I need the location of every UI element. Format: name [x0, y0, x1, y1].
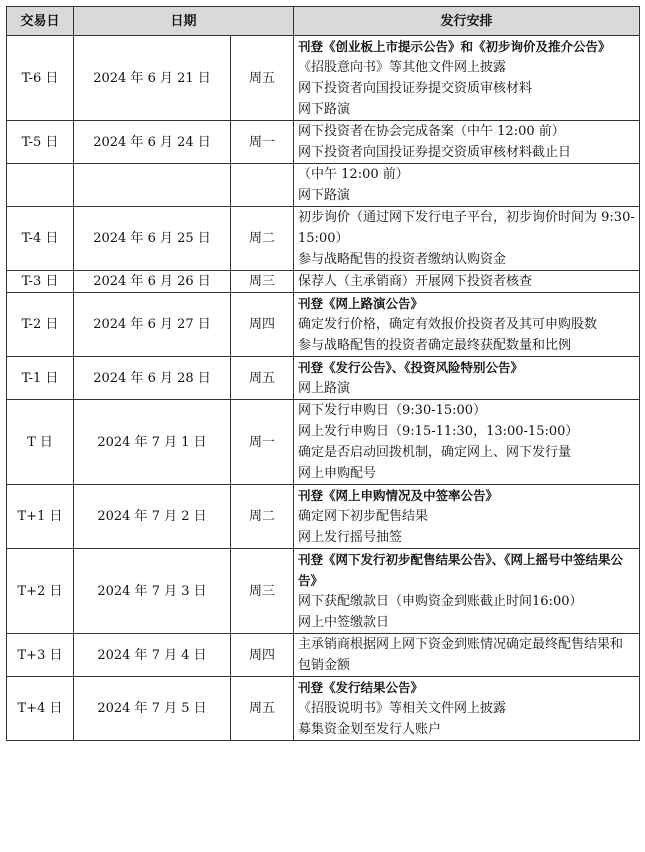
- arrangement-line: 网上路演: [298, 381, 351, 396]
- table-row: [7, 400, 640, 485]
- arrangement-line: 确定是否启动回拨机制，确定网上、网下发行量: [298, 445, 572, 460]
- arrangement-cell: [294, 164, 640, 207]
- announcement-line: 刊登《发行公告》、《投资风险特别公告》: [298, 360, 524, 375]
- trading-day-cell: T-2 日: [7, 293, 74, 357]
- header-row: [7, 7, 640, 36]
- table-body: [7, 36, 640, 741]
- date-cell: 2024 年 6 月 21 日: [74, 36, 231, 121]
- table-row: [7, 271, 640, 293]
- table-row: [7, 36, 640, 121]
- trading-day-cell: T+2 日: [7, 549, 74, 634]
- weekday-cell: 周四: [231, 634, 294, 677]
- weekday-cell: 周四: [231, 293, 294, 357]
- trading-day-cell: T-5 日: [7, 121, 74, 164]
- trading-day-cell: T-3 日: [7, 271, 74, 293]
- arrangement-line: 网上中签缴款日: [298, 615, 390, 630]
- trading-day-cell: T+3 日: [7, 634, 74, 677]
- table-row: [7, 485, 640, 549]
- trading-day-cell: T-6 日: [7, 36, 74, 121]
- arrangement-line: 网下投资者在协会完成备案（中午 12:00 前）: [298, 124, 565, 139]
- trading-day-cell: T 日: [7, 400, 74, 485]
- arrangement-line: 保荐人（主承销商）开展网下投资者核查: [298, 274, 533, 289]
- weekday-cell: 周二: [231, 485, 294, 549]
- arrangement-cell: [294, 357, 640, 400]
- date-cell: 2024 年 6 月 27 日: [74, 293, 231, 357]
- date-cell: [74, 164, 231, 207]
- weekday-cell: 周三: [231, 549, 294, 634]
- trading-day-cell: T+1 日: [7, 485, 74, 549]
- weekday-cell: 周五: [231, 677, 294, 741]
- arrangement-cell: [294, 36, 640, 121]
- weekday-cell: 周五: [231, 357, 294, 400]
- date-cell: 2024 年 7 月 2 日: [74, 485, 231, 549]
- header-arrangement: 发行安排: [294, 7, 640, 36]
- table-row: [7, 549, 640, 634]
- date-cell: 2024 年 7 月 5 日: [74, 677, 231, 741]
- trading-day-cell: T-1 日: [7, 357, 74, 400]
- arrangement-line: 主承销商根据网上网下资金到账情况确定最终配售结果和包销金额: [298, 637, 624, 673]
- arrangement-cell: [294, 634, 640, 677]
- announcement-line: 刊登《网上申购情况及中签率公告》: [298, 488, 499, 503]
- weekday-cell: 周三: [231, 271, 294, 293]
- arrangement-line: 《招股意向书》等其他文件网上披露: [298, 60, 507, 75]
- weekday-cell: 周一: [231, 400, 294, 485]
- date-cell: 2024 年 7 月 4 日: [74, 634, 231, 677]
- table-row: [7, 634, 640, 677]
- date-cell: 2024 年 7 月 3 日: [74, 549, 231, 634]
- arrangement-line: （中午 12:00 前）: [298, 167, 409, 182]
- table-row: [7, 357, 640, 400]
- announcement-line: 刊登《网上路演公告》: [298, 296, 424, 311]
- arrangement-cell: [294, 207, 640, 271]
- weekday-cell: 周五: [231, 36, 294, 121]
- announcement-line: 刊登《网下发行初步配售结果公告》、《网上摇号中签结果公告》: [298, 552, 624, 588]
- arrangement-line: 《招股说明书》等相关文件网上披露: [298, 701, 507, 716]
- arrangement-cell: [294, 271, 640, 293]
- trading-day-cell: T-4 日: [7, 207, 74, 271]
- issuance-schedule-table: [6, 6, 640, 741]
- date-cell: 2024 年 6 月 24 日: [74, 121, 231, 164]
- trading-day-cell: T+4 日: [7, 677, 74, 741]
- arrangement-cell: [294, 121, 640, 164]
- trading-day-cell: [7, 164, 74, 207]
- table-row: [7, 164, 640, 207]
- arrangement-cell: [294, 400, 640, 485]
- arrangement-line: 网下投资者向国投证券提交资质审核材料: [298, 81, 533, 96]
- arrangement-line: 网上申购配号: [298, 466, 377, 481]
- arrangement-line: 网下发行申购日（9:30-15:00）: [298, 403, 487, 418]
- date-cell: 2024 年 6 月 25 日: [74, 207, 231, 271]
- table-row: [7, 121, 640, 164]
- announcement-line: 刊登《创业板上市提示公告》和《初步询价及推介公告》: [298, 39, 611, 54]
- table-row: [7, 293, 640, 357]
- arrangement-line: 网下投资者向国投证券提交资质审核材料截止日: [298, 145, 572, 160]
- table-row: [7, 677, 640, 741]
- arrangement-line: 网下路演: [298, 188, 351, 203]
- arrangement-line: 网下获配缴款日（申购资金到账截止时间16:00）: [298, 594, 583, 609]
- arrangement-line: 募集资金划至发行人账户: [298, 722, 442, 737]
- arrangement-line: 参与战略配售的投资者缴纳认购资金: [298, 252, 507, 267]
- date-cell: 2024 年 6 月 26 日: [74, 271, 231, 293]
- arrangement-line: 参与战略配售的投资者确定最终获配数量和比例: [298, 338, 572, 353]
- arrangement-cell: [294, 677, 640, 741]
- arrangement-cell: [294, 293, 640, 357]
- table-header: [7, 7, 640, 36]
- weekday-cell: [231, 164, 294, 207]
- arrangement-cell: [294, 549, 640, 634]
- arrangement-line: 网上发行申购日（9:15-11:30，13:00-15:00）: [298, 424, 579, 439]
- announcement-line: 刊登《发行结果公告》: [298, 680, 424, 695]
- arrangement-cell: [294, 485, 640, 549]
- date-cell: 2024 年 6 月 28 日: [74, 357, 231, 400]
- header-date: 日期: [74, 7, 294, 36]
- header-trading-day: 交易日: [7, 7, 74, 36]
- arrangement-line: 网上发行摇号抽签: [298, 530, 403, 545]
- arrangement-line: 初步询价（通过网下发行电子平台，初步询价时间为 9:30-15:00）: [298, 210, 635, 246]
- arrangement-line: 确定网下初步配售结果: [298, 509, 429, 524]
- weekday-cell: 周一: [231, 121, 294, 164]
- date-cell: 2024 年 7 月 1 日: [74, 400, 231, 485]
- table-row: [7, 207, 640, 271]
- arrangement-line: 确定发行价格，确定有效报价投资者及其可申购股数: [298, 317, 598, 332]
- arrangement-line: 网下路演: [298, 102, 351, 117]
- weekday-cell: 周二: [231, 207, 294, 271]
